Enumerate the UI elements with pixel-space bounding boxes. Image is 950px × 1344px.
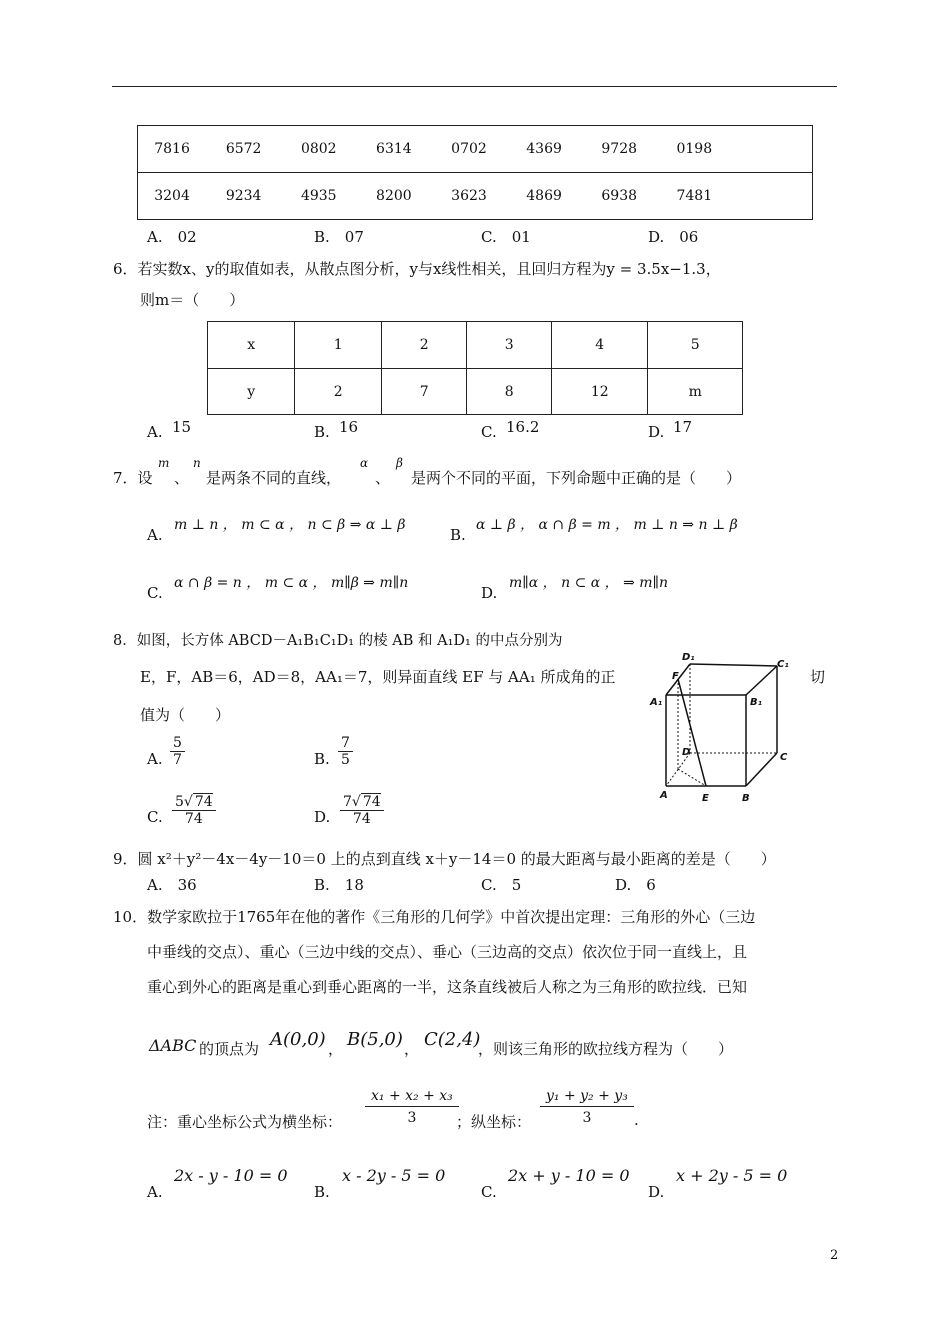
fraction-numerator: y₁ + y₂ + y₃ [540, 1086, 634, 1107]
q7-m: m [158, 456, 170, 470]
random-row-1 [138, 126, 813, 173]
table-cell: 6938 [582, 173, 657, 220]
q7-sep-2: 、 [375, 469, 391, 487]
q10-point-b: B(5,0) [347, 1029, 403, 1050]
q7-stem-pre: 7．设 [113, 469, 153, 487]
q5-option-c: C. 01 [481, 228, 531, 246]
q10-line1: 10．数学家欧拉于1765年在他的著作《三角形的几何学》中首次提出定理：三角形的外心（三边 [113, 908, 756, 926]
q6-option-a-value: 15 [172, 418, 192, 436]
fraction-denominator: 7 [173, 752, 182, 768]
q6-option-d-value: 17 [673, 418, 693, 436]
q10-line2: 中垂线的交点）、重心（三边中线的交点）、垂心（三边高的交点）依次位于同一直线上，且 [147, 943, 748, 961]
q10-triangle: ΔABC [149, 1036, 197, 1055]
fraction-numerator: 5√ 74 [172, 794, 216, 811]
fraction-denominator: 3 [582, 1110, 592, 1126]
q7-option-b-label: B. [450, 526, 466, 544]
header-rule [112, 86, 837, 87]
label-b: B [742, 793, 750, 804]
q5-option-b: B. 07 [314, 228, 364, 246]
page-number: 2 [830, 1248, 839, 1263]
table-cell: 8 [467, 369, 552, 415]
table-cell: 4869 [507, 173, 582, 220]
q7-option-d: m∥α ， n ⊂ α ， ⇒ m∥n [509, 575, 669, 591]
table-cell: 1 [295, 322, 382, 369]
label-f: F [672, 671, 679, 682]
q7-n: n [193, 456, 201, 470]
fraction-numerator: 5 [170, 735, 185, 752]
q10-y-fraction [540, 1086, 634, 1126]
table-cell: 7 [381, 369, 467, 415]
table-cell: 6314 [356, 126, 431, 173]
q9-option-d: D. 6 [615, 876, 656, 894]
table-cell: 3 [467, 322, 552, 369]
label-a: A [660, 790, 668, 801]
q6-stem-line1: 6．若实数x、y的取值如表，从散点图分析，y与x线性相关，且回归方程为y = 3.5x−1.3， [113, 260, 721, 278]
table-cell: 5 [648, 322, 743, 369]
q10-option-a-label: A. [147, 1183, 163, 1201]
table-cell: 2 [295, 369, 382, 415]
q10-x-fraction [365, 1086, 459, 1126]
q9-stem: 9．圆 x²＋y²－4x－4y－10＝0 上的点到直线 x＋y－14＝0 的最大距离与最小距离的差是（ ） [113, 850, 776, 868]
label-d1: D₁ [682, 652, 695, 663]
radicand: 74 [194, 794, 213, 810]
q8-line1: 8．如图，长方体 ABCD－A₁B₁C₁D₁ 的棱 AB 和 A₁D₁ 的中点分别为 [113, 633, 563, 649]
q8-option-a [170, 735, 185, 768]
table-cell: x [208, 322, 295, 369]
q6-option-c-value: 16.2 [506, 418, 540, 436]
q9-option-b: B. 18 [314, 876, 364, 894]
q6-option-b-value: 16 [339, 418, 359, 436]
table-cell: 0702 [431, 126, 506, 173]
table-cell: 8200 [356, 173, 431, 220]
coefficient: 7 [343, 794, 352, 810]
q7-stem-mid: 是两条不同的直线， [206, 469, 342, 487]
q10-note-pre: 注：重心坐标公式为横坐标： [147, 1113, 343, 1131]
q10-option-c-label: C. [481, 1183, 497, 1201]
q10-option-b: x - 2y - 5 = 0 [342, 1166, 446, 1185]
q8-line3: 值为（ ） [140, 706, 231, 724]
q7-alpha: α [360, 456, 369, 470]
table-cell: 3204 [138, 173, 207, 220]
table-cell: 2 [381, 322, 467, 369]
q10-option-d-label: D. [648, 1183, 665, 1201]
label-c1: C₁ [777, 659, 789, 670]
q7-beta: β [396, 456, 403, 470]
q6-option-b-label: B. [314, 423, 330, 441]
q8-option-a-label: A. [147, 750, 163, 768]
label-d: D [682, 747, 691, 758]
random-row-2 [138, 173, 813, 220]
fraction-denominator: 74 [184, 811, 203, 827]
q10-vertices-pre: 的顶点为 [199, 1040, 260, 1058]
label-a1: A₁ [650, 697, 663, 708]
q10-option-d: x + 2y - 5 = 0 [676, 1166, 788, 1185]
q7-option-a-label: A. [147, 526, 163, 544]
table-cell: 9728 [582, 126, 657, 173]
fraction-denominator: 74 [352, 811, 371, 827]
q7-option-b: α ⊥ β ， α ∩ β = m ， m ⊥ n ⇒ n ⊥ β [476, 517, 738, 533]
q7-option-d-label: D. [481, 584, 498, 602]
table-cell: 7816 [138, 126, 207, 173]
q6-option-a-label: A. [147, 423, 163, 441]
table-cell: y [208, 369, 295, 415]
q7-sep-1: 、 [174, 469, 190, 487]
q8-option-c [172, 794, 216, 827]
q6-row-y [208, 369, 743, 415]
q8-option-b-label: B. [314, 750, 330, 768]
table-cell: 4369 [507, 126, 582, 173]
fraction-numerator: x₁ + x₂ + x₃ [365, 1086, 459, 1107]
q6-option-d-label: D. [648, 423, 665, 441]
label-c: C [780, 752, 788, 763]
q10-note-mid: ；纵坐标： [456, 1113, 532, 1131]
fraction-numerator: 7√ 74 [340, 794, 384, 811]
q7-stem-post: 是两个不同的平面，下列命题中正确的是（ ） [411, 469, 742, 487]
q8-line2: E，F，AB＝6，AD＝8，AA₁＝7，则异面直线 EF 与 AA₁ 所成角的正 [140, 668, 616, 686]
q10-line3: 重心到外心的距离是重心到垂心距离的一半，这条直线被后人称之为三角形的欧拉线．已知 [147, 978, 748, 996]
q10-comma-2: ， [404, 1040, 420, 1058]
table-cell: 3623 [431, 173, 506, 220]
q8-line2-end: 切 [810, 668, 826, 686]
q5-option-a: A. 02 [147, 228, 197, 246]
table-cell-empty [732, 126, 813, 173]
q7-option-c: α ∩ β = n ， m ⊂ α ， m∥β ⇒ m∥n [174, 575, 409, 591]
q10-note-end: . [634, 1111, 639, 1129]
q10-option-a: 2x - y - 10 = 0 [174, 1166, 288, 1185]
table-cell: 6572 [206, 126, 281, 173]
q8-option-b [338, 735, 353, 768]
table-cell: 9234 [206, 173, 281, 220]
table-cell: 4935 [281, 173, 356, 220]
q8-option-d [340, 794, 384, 827]
table-cell: m [648, 369, 743, 415]
q6-stem-line2: 则m＝（ ） [140, 291, 245, 309]
label-e: E [702, 793, 709, 804]
q9-option-a: A. 36 [147, 876, 197, 894]
fraction-denominator: 5 [341, 752, 350, 768]
q6-option-c-label: C. [481, 423, 497, 441]
fraction-numerator: 7 [338, 735, 353, 752]
table-cell: 7481 [657, 173, 732, 220]
q10-point-c: C(2,4) [424, 1029, 481, 1050]
q10-comma-1: ， [328, 1040, 344, 1058]
radicand: 74 [362, 794, 381, 810]
q6-row-x [208, 322, 743, 369]
q7-option-c-label: C. [147, 584, 163, 602]
fraction-denominator: 3 [407, 1110, 417, 1126]
table-cell: 12 [552, 369, 648, 415]
table-cell: 0198 [657, 126, 732, 173]
cuboid-figure [640, 645, 800, 810]
table-cell: 0802 [281, 126, 356, 173]
table-cell-empty [732, 173, 813, 220]
q8-option-d-label: D. [314, 808, 331, 826]
q6-data-table [207, 321, 743, 415]
random-number-table [137, 125, 813, 220]
q10-option-c: 2x + y - 10 = 0 [508, 1166, 630, 1185]
q7-option-a: m ⊥ n ， m ⊂ α ， n ⊂ β ⇒ α ⊥ β [174, 517, 406, 533]
table-cell: 4 [552, 322, 648, 369]
coefficient: 5 [175, 794, 184, 810]
q10-option-b-label: B. [314, 1183, 330, 1201]
q8-option-c-label: C. [147, 808, 163, 826]
q10-point-a: A(0,0) [270, 1029, 326, 1050]
q9-option-c: C. 5 [481, 876, 522, 894]
q10-line4-post: ，则该三角形的欧拉线方程为（ ） [478, 1040, 734, 1058]
q5-option-d: D. 06 [648, 228, 699, 246]
label-b1: B₁ [750, 697, 763, 708]
